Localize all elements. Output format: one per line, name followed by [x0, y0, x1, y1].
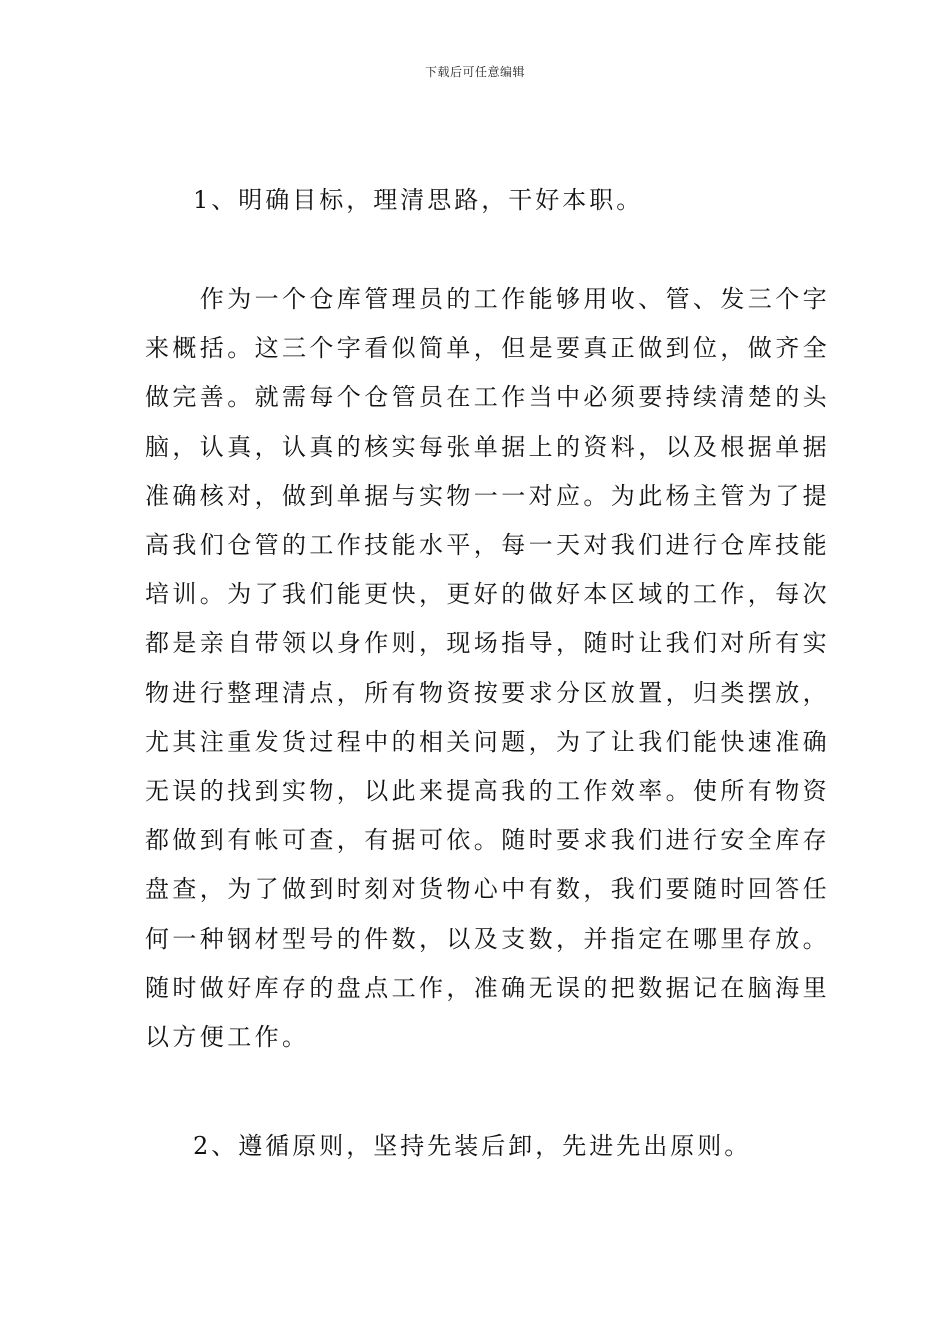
- paragraph-line: 无误的找到实物，以此来提高我的工作效率。使所有物资: [145, 777, 830, 806]
- paragraph-line: 何一种钢材型号的件数，以及支数，并指定在哪里存放。: [145, 924, 830, 953]
- paragraph-line: 作为一个仓库管理员的工作能够用收、管、发三个字: [145, 285, 830, 313]
- paragraph-line: 以方便工作。: [145, 1023, 310, 1052]
- paragraph-line: 都是亲自带领以身作则，现场指导，随时让我们对所有实: [145, 629, 830, 658]
- paragraph-line: 脑，认真，认真的核实每张单据上的资料，以及根据单据: [145, 432, 830, 461]
- paragraph-line: 尤其注重发货过程中的相关问题，为了让我们能快速准确: [145, 727, 830, 756]
- paragraph-line: 都做到有帐可查，有据可依。随时要求我们进行安全库存: [145, 826, 830, 855]
- paragraph-line: 物进行整理清点，所有物资按要求分区放置，归类摆放，: [145, 678, 830, 707]
- paragraph-line: 准确核对，做到单据与实物一一对应。为此杨主管为了提: [145, 481, 830, 510]
- section-heading-2: 2、遵循原则，坚持先装后卸，先进先出原则。: [193, 1132, 752, 1160]
- body-paragraph: [145, 275, 830, 1062]
- paragraph-line: 随时做好库存的盘点工作，准确无误的把数据记在脑海里: [145, 973, 830, 1002]
- page-header: 下载后可任意编辑: [424, 65, 525, 79]
- paragraph-line: 来概括。这三个字看似简单，但是要真正做到位，做齐全: [145, 334, 830, 363]
- paragraph-line: 高我们仓管的工作技能水平，每一天对我们进行仓库技能: [145, 531, 830, 560]
- paragraph-line: 盘查，为了做到时刻对货物心中有数，我们要随时回答任: [145, 875, 830, 904]
- paragraph-line: 做完善。就需每个仓管员在工作当中必须要持续清楚的头: [145, 383, 830, 412]
- paragraph-line: 培训。为了我们能更快，更好的做好本区域的工作，每次: [145, 580, 830, 609]
- section-heading-1: 1、明确目标，理清思路，干好本职。: [193, 186, 644, 214]
